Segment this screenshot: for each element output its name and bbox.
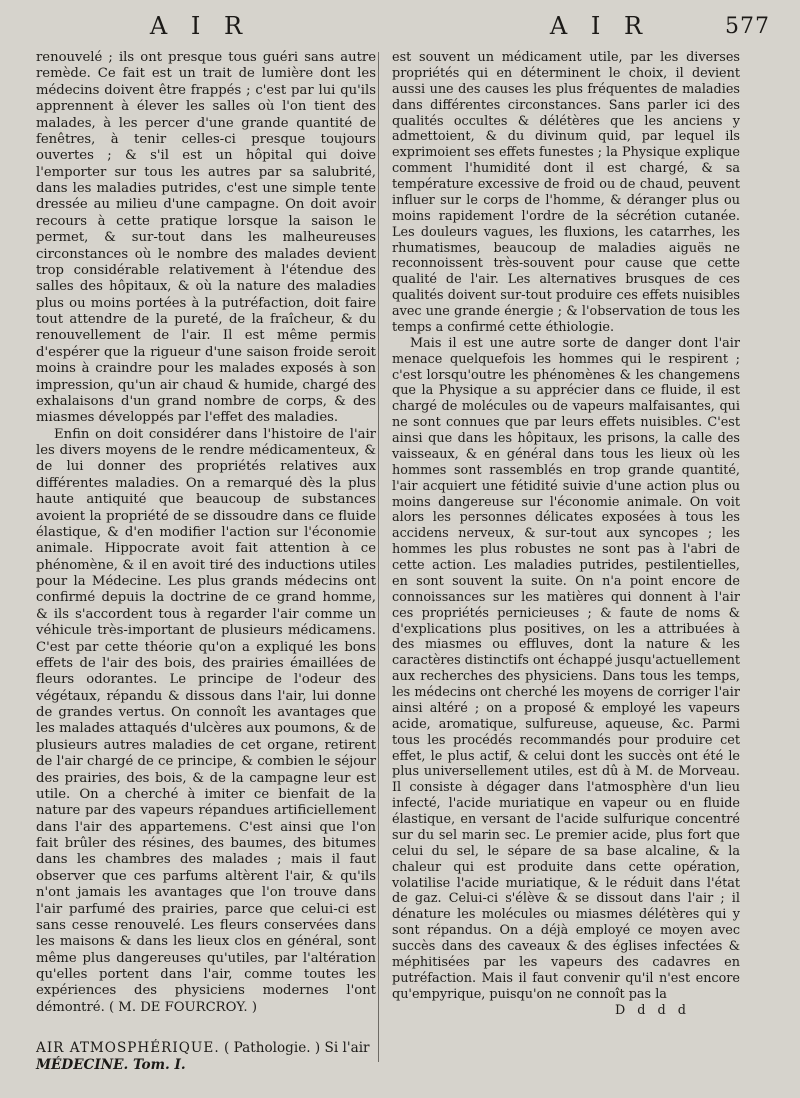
right-paragraph-2: Mais il est une autre sorte de danger dont l'air menace quelquefois les hommes qui le respirent ; c'est lorsqu'outre les phénomènes & les changemens que la Physique a su apprécier dans ce fluide, il est chargé de molécules ou de vapeurs malfaisantes, qui ne sont connues que par leurs effets nuisibles. C'est ainsi que dans les hôpitaux, les prisons, la calle des vaisseaux, & en général dans tous les lieux où les hommes sont rassemblés en trop grande quantité, l'air acquiert une fétidité suivie d'une action plus ou moins dangereuse sur l'économie animale. On voit alors les personnes délicates exposées à tous les accidens nerveux, & sur-tout aux syncopes ; les hommes les plus robustes ne sont pas à l'abri de cette action. Les maladies putrides, pestilentielles, en sont souvent la suite. On n'a point encore de connoissances sur les matières qui donnent à l'air ces propriétés pernicieuses ; & faute de noms & d'explications plus positives, on les a attribuées à des miasmes ou effluves, dont la nature & les caractères distinctifs ont échappé jusqu'actuellement aux recherches des physiciens. Dans tous les temps, les médecins ont cherché les moyens de corriger l'air ainsi altéré ; on a proposé & employé les vapeurs acide, aromatique, sulfureuse, aqueuse, &c. Parmi tous les procédés recommandés pour produire cet effet, le plus actif, & celui dont les succès ont été le plus universellement utiles, est dû à M. de Morveau. Il consiste à dégager dans l'atmosphère d'un lieu infecté, l'acide muriatique en vapeur ou en fluide élastique, en versant de l'acide sulfurique concentré sur du sel marin sec. Le premier acide, plus fort que celui du sel, le sépare de sa base alcaline, & la chaleur qui est produite dans cette opération, volatilise l'acide muriatique, & le réduit dans l'état de gaz. Celui-ci s'élève & se dissout dans l'air ; il dénature les molécules ou miasmes délétères qui y sont répandus. On a déjà employé ce moyen avec succès dans des caveaux & des églises infectées & méphitisées par les vapeurs des cadavres en putréfaction. Mais il faut convenir qu'il n'est encore qu'empyrique, puisqu'on ne connoît pas la	[392, 335, 740, 1002]
running-header	[0, 12, 800, 46]
header-left-title: A I R	[149, 12, 251, 40]
column-divider	[378, 52, 379, 1062]
header-right-title: A I R	[549, 12, 651, 40]
footer-topic: AIR ATMOSPHÉRIQUE.	[36, 1040, 220, 1056]
left-paragraph-2: Enfin on doit considérer dans l'histoire de l'air les divers moyens de le rendre médicamenteux, & de lui donner des propriétés relatives aux différentes maladies. On a remarqué dès la plus haute antiquité que beaucoup de substances avoient la propriété de se dissoudre dans ce fluide élastique, & d'en modifier l'action sur l'économie animale. Hippocrate avoit fait attention à ce phénomène, & il en avoit tiré des inductions utiles pour la Médecine. Les plus grands médecins ont confirmé depuis la doctrine de ce grand homme, & ils s'accordent tous à regarder l'air comme un véhicule très-important de plusieurs médicamens. C'est par cette théorie qu'on a expliqué les bons effets de l'air des bois, des prairies émaillées de fleurs odorantes. Le principe de l'odeur des végétaux, répandu & dissous dans l'air, lui donne de grandes vertus. On connoît les avantages que les malades attaqués d'ulcères aux poumons, & de plusieurs autres maladies de cet organe, retirent de l'air chargé de ce principe, & combien le séjour des prairies, des bois, & de la campagne leur est utile. On a cherché à imiter ce bienfait de la nature par des vapeurs répandues artificiellement dans l'air des appartemens. C'est ainsi que l'on fait brûler des résines, des baumes, des bitumes dans les chambres des malades ; mais il faut observer que ces parfums altèrent l'air, & qu'ils n'ont jamais les avantages que l'on trouve dans l'air parfumé des prairies, parce que celui-ci est sans cesse renouvelé. Les fleurs conservées dans les maisons & dans les lieux clos en général, sont même plus dangereuses qu'utiles, par l'altération qu'elles portent dans l'air, comme toutes les expériences des physiciens modernes l'ont démontré. ( M. DE FOURCROY. )	[36, 426, 376, 1015]
left-paragraph-1: renouvelé ; ils ont presque tous guéri sans autre remède. Ce fait est un trait de lumière dont les médecins doivent être frappés ; c'est par lui qu'ils apprennent à élever les salles où l'on tient des malades, à les percer d'une grande quantité de fenêtres, à tenir celles-ci presque toujours ouvertes ; & s'il est un hôpital qui doive l'emporter sur tous les autres par sa salubrité, dans les maladies putrides, c'est une simple tente dressée au milieu d'une campagne. On doit avoir recours à cette pratique lorsque la saison le permet, & sur-tout dans les malheureuses circonstances où le nombre des malades devient trop considérable relativement à l'étendue des salles des hôpitaux, & où la nature des maladies plus ou moins portées à la putréfaction, doit faire tout attendre de la pureté, de la fraîcheur, & du renouvellement de l'air. Il est même permis d'espérer que la rigueur d'une saison froide seroit moins à craindre pour les malades exposés à son impression, qu'un air chaud & humide, chargé des exhalaisons d'un grand nombre de corps, & des miasmes développés par l'effet des maladies.	[36, 50, 376, 426]
right-paragraph-1: est souvent un médicament utile, par les diverses propriétés qui en déterminent le choix, il devient aussi une des causes les plus fréquentes de maladies dans différentes circonstances. Sans parler ici des qualités occultes & délétères que les anciens y admettoient, & du divinum quid, par lequel ils exprimoient ses effets funestes ; la Physique explique comment l'humidité dont il est chargé, & sa température excessive de froid ou de chaud, peuvent influer sur le corps de l'homme, & déranger plus ou moins rapidement l'ordre de la sécrétion cutanée. Les douleurs vagues, les fluxions, les catarrhes, les rhumatismes, beaucoup de maladies aiguës ne reconnoissent très-souvent pour cause que cette qualité de l'air. Les alternatives brusques de ces qualités doivent sur-tout produire ces effets nuisibles avec une grande énergie ; & l'observation de tous les temps a confirmé cette éthiologie.	[392, 50, 740, 335]
signature-mark: D d d d	[614, 1002, 690, 1018]
footer	[36, 1040, 376, 1074]
right-column	[392, 50, 740, 1018]
footer-volume: MÉDECINE. Tom. I.	[36, 1057, 186, 1073]
left-column	[36, 50, 376, 1016]
footer-section: ( Pathologie. ) Si l'air	[223, 1040, 370, 1056]
page-number: 577	[725, 14, 770, 39]
